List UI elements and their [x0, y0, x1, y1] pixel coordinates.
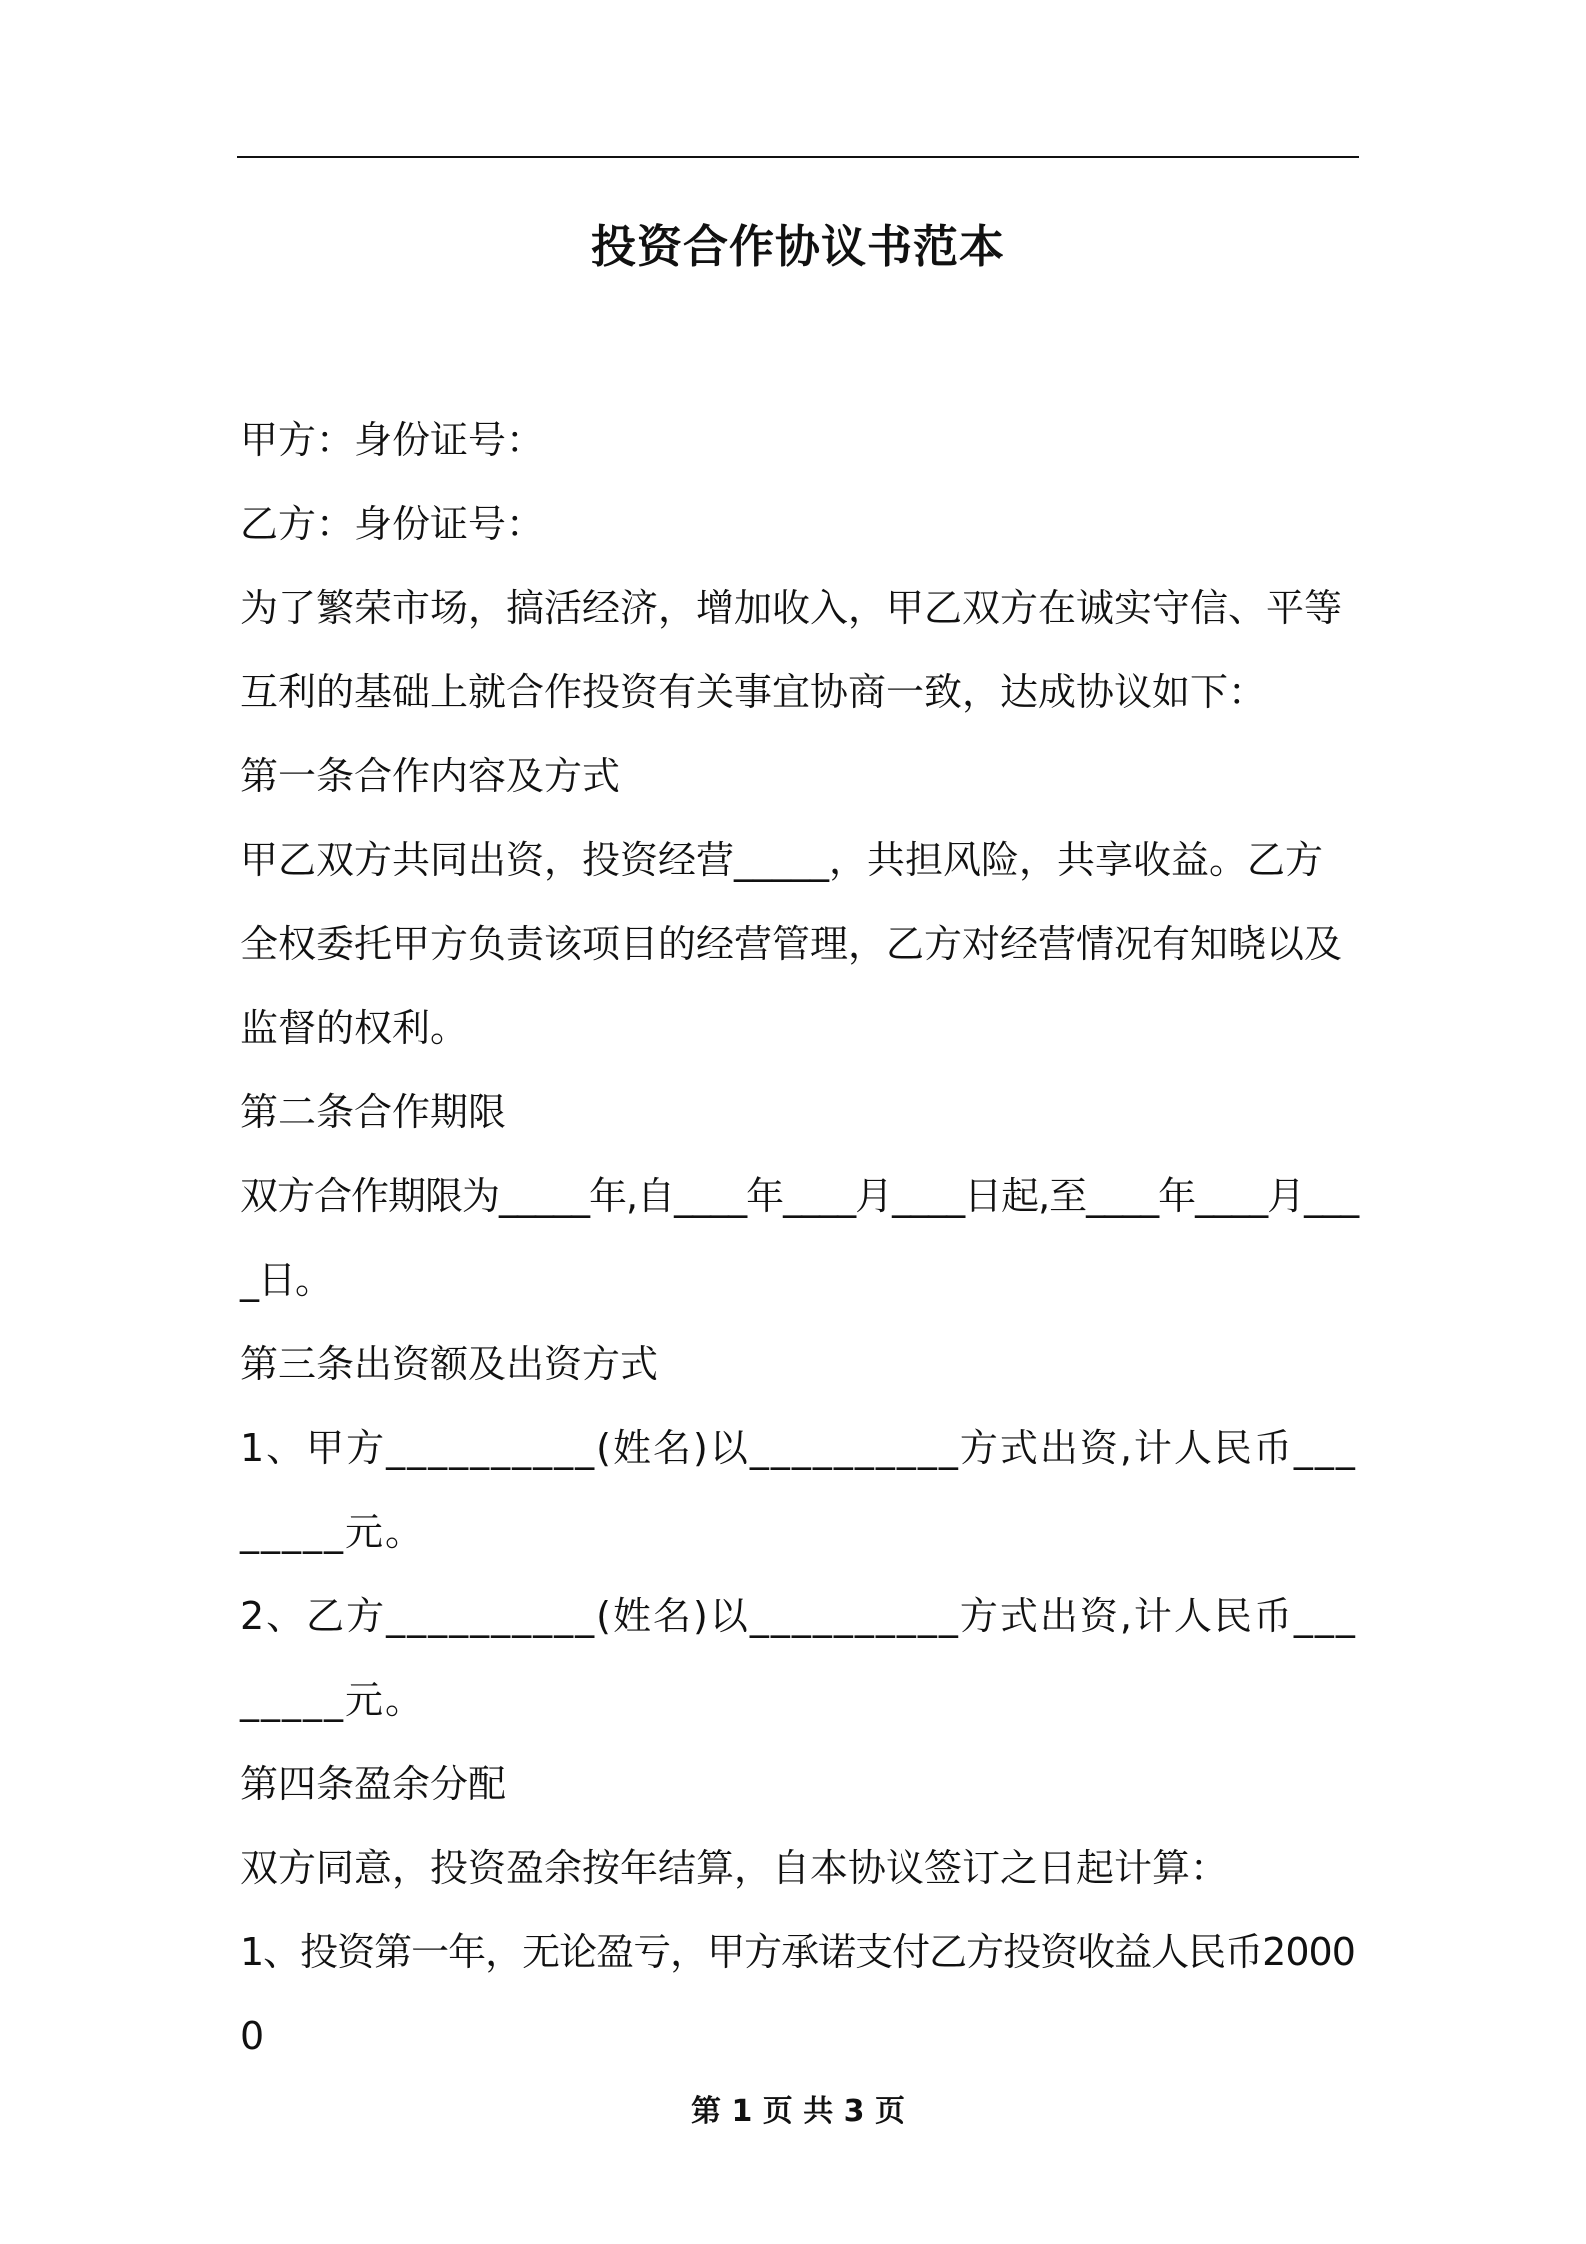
party-b-line: 乙方：身份证号： — [240, 502, 545, 546]
header-rule — [237, 156, 1359, 158]
party-a-line: 甲方：身份证号： — [240, 418, 545, 462]
article-3-item-2: 2、乙方__________(姓名)以__________方式出资,计人民币________元。 — [240, 1594, 1357, 1722]
article-4-heading: 第四条盈余分配 — [240, 1762, 507, 1806]
document-body — [240, 398, 1360, 2078]
article-4-paragraph: 双方同意，投资盈余按年结算，自本协议签订之日起计算： — [240, 1846, 1229, 1890]
preamble-paragraph: 为了繁荣市场，搞活经济，增加收入，甲乙双方在诚实守信、平等互利的基础上就合作投资有关事宜协商一致，达成协议如下： — [240, 586, 1343, 714]
page-number-footer: 第 1 页 共 3 页 — [691, 2094, 905, 2129]
article-3-heading: 第三条出资额及出资方式 — [240, 1342, 659, 1386]
article-4-item-1: 1、投资第一年，无论盈亏，甲方承诺支付乙方投资收益人民币20000 — [240, 1930, 1355, 2058]
article-2-heading: 第二条合作期限 — [240, 1090, 507, 1134]
article-1-heading: 第一条合作内容及方式 — [240, 754, 621, 798]
document-title: 投资合作协议书范本 — [590, 220, 1005, 273]
article-3-item-1: 1、甲方__________(姓名)以__________方式出资,计人民币________元。 — [240, 1426, 1357, 1554]
article-2-paragraph: 双方合作期限为_____年,自____年____月____日起,至____年____月____日。 — [240, 1174, 1359, 1302]
article-1-paragraph: 甲乙双方共同出资，投资经营_____，共担风险，共享收益。乙方全权委托甲方负责该项目的经营管理，乙方对经营情况有知晓以及监督的权利。 — [240, 838, 1343, 1050]
